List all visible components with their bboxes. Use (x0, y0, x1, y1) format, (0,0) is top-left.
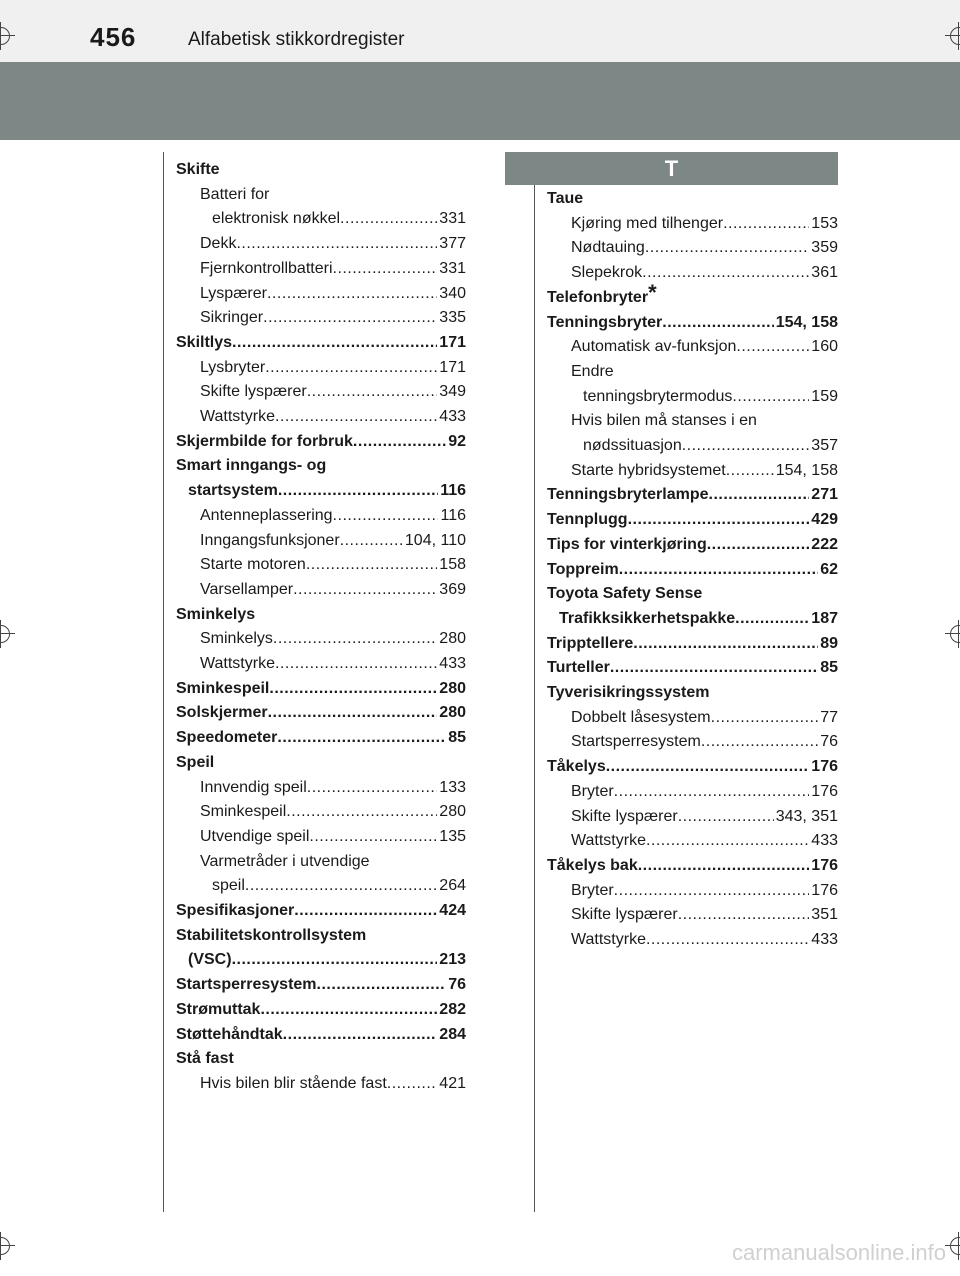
dot-leader (606, 755, 810, 779)
page-reference: 361 (811, 264, 838, 282)
entry-term: Speil (176, 753, 215, 771)
dot-leader (709, 483, 810, 507)
page-reference: 349 (439, 383, 466, 401)
page-reference: 433 (811, 832, 838, 850)
entry-term: Fjernkontrollbatteri (200, 259, 333, 277)
dot-leader (682, 434, 810, 458)
entry-term: Sminkespeil (200, 803, 287, 821)
index-entry (200, 800, 466, 824)
index-entry (547, 632, 838, 656)
entry-term: Utvendige speil (200, 827, 310, 845)
index-entry (200, 504, 466, 528)
entry-term: Varsellamper (200, 580, 294, 598)
entry-term: Tåkelys (547, 758, 606, 776)
page-reference: 133 (439, 778, 466, 796)
dot-leader (286, 800, 437, 824)
dot-leader (646, 928, 809, 952)
page-reference: 187 (811, 609, 838, 627)
index-entry (200, 529, 466, 553)
page-reference: 154, 158 (775, 313, 838, 331)
dot-leader (306, 553, 437, 577)
page-reference: 377 (439, 235, 466, 253)
page-reference: 154, 158 (775, 461, 838, 479)
dot-leader (269, 677, 437, 701)
index-entry (176, 331, 466, 355)
page-reference: 77 (820, 708, 838, 726)
page-reference: 153 (811, 214, 838, 232)
index-entry (176, 603, 466, 627)
dot-leader (645, 236, 809, 260)
entry-term: Dekk (200, 235, 237, 253)
page-reference: 282 (439, 1000, 466, 1018)
index-entry (571, 236, 838, 260)
index-entry (547, 533, 838, 557)
page-reference: 359 (811, 239, 838, 257)
entry-term: Endre (571, 362, 614, 380)
dot-leader (267, 282, 437, 306)
dot-leader (294, 899, 437, 923)
index-entry (176, 158, 466, 182)
dot-leader (628, 508, 810, 532)
index-entry (200, 850, 466, 874)
index-entry (200, 578, 466, 602)
page-reference: 176 (811, 881, 838, 899)
page-reference: 159 (811, 387, 838, 405)
entry-term: Sminkelys (176, 605, 256, 623)
page-title: Alfabetisk stikkordregister (188, 29, 405, 50)
entry-term: Tips for vinterkjøring (547, 535, 707, 553)
page-reference: 424 (439, 902, 466, 919)
index-entry (200, 183, 466, 207)
dot-leader (268, 701, 438, 725)
page-reference: 280 (439, 630, 466, 648)
entry-term: Dobbelt låsesystem (571, 708, 711, 726)
index-entry (176, 751, 466, 775)
dot-leader (614, 780, 810, 804)
page-reference: 280 (439, 679, 466, 697)
entry-term: Tåkelys bak (547, 856, 638, 874)
dot-leader (638, 854, 810, 878)
index-entry (176, 726, 466, 750)
page-reference: 331 (439, 210, 466, 228)
header-band (0, 62, 960, 140)
index-entry (200, 232, 466, 256)
section-letter-bar: T (505, 152, 838, 185)
entry-term: Tripptellere (547, 634, 634, 652)
page-reference: 116 (440, 506, 466, 524)
index-entry (176, 430, 466, 454)
index-entry (571, 409, 838, 433)
entry-term: Startsperresystem (176, 976, 317, 994)
entry-term: Taue (547, 190, 584, 207)
entry-term: Bryter (571, 881, 614, 899)
entry-term: Tenningsbryterlampe (547, 486, 709, 504)
entry-term: Batteri for (200, 185, 270, 203)
page-reference: 92 (448, 432, 466, 450)
entry-term: Strømuttak (176, 1000, 261, 1018)
dot-leader (265, 356, 437, 380)
dot-leader (283, 1023, 438, 1047)
page-reference: 284 (439, 1025, 466, 1043)
entry-term: Telefonbryter (547, 288, 649, 306)
index-entry (176, 973, 466, 997)
dot-leader (610, 656, 818, 680)
page-reference: 160 (811, 338, 838, 356)
index-entry (571, 903, 838, 927)
index-entry (547, 508, 838, 532)
entry-term: Tenningsbryter (547, 313, 663, 331)
dot-leader (307, 380, 438, 404)
index-entry (200, 553, 466, 577)
dot-leader (309, 825, 437, 849)
entry-term: Spesifikasjoner (176, 902, 295, 919)
dot-leader (633, 632, 818, 656)
entry-term: Tyverisikringssystem (547, 684, 710, 701)
dot-leader (340, 529, 403, 553)
dot-leader (263, 306, 437, 330)
footnote-star: * (648, 279, 657, 305)
entry-term: Wattstyrke (200, 655, 275, 672)
page-reference: 135 (439, 827, 466, 845)
entry-term: Starte hybridsystemet (571, 461, 726, 479)
entry-term: Skifte lyspærer (571, 807, 678, 825)
index-entry (200, 380, 466, 404)
entry-term: Hvis bilen må stanses i en (571, 412, 757, 430)
index-entry (212, 207, 466, 231)
entry-term: Tennplugg (547, 511, 628, 529)
entry-term: Toyota Safety Sense (547, 585, 703, 603)
index-entry (176, 899, 466, 923)
dot-leader (646, 829, 809, 853)
entry-term: Speedometer (176, 729, 278, 747)
left-margin-rule (163, 152, 164, 1212)
index-entry (571, 261, 838, 285)
index-entry (176, 924, 466, 948)
entry-term: Sminkespeil (176, 679, 270, 697)
entry-term: nødssituasjon (583, 437, 682, 454)
entry-term: Slepekrok (571, 264, 643, 282)
index-entry (176, 1023, 466, 1047)
column-divider (534, 185, 535, 1212)
dot-leader (707, 533, 810, 557)
index-entry (200, 627, 466, 651)
page-reference: 85 (448, 729, 466, 747)
index-entry (200, 825, 466, 849)
page-reference: 176 (811, 758, 838, 776)
page-reference: 429 (811, 511, 838, 529)
index-entry (200, 282, 466, 306)
page-reference: 222 (811, 535, 838, 553)
entry-term: Skifte lyspærer (571, 906, 678, 924)
page-reference: 433 (439, 408, 466, 425)
entry-term: startsystem (188, 482, 278, 500)
entry-term: Automatisk av-funksjon (571, 338, 737, 356)
page-reference: 433 (439, 655, 466, 672)
index-entry (547, 279, 838, 310)
index-entry (176, 998, 466, 1022)
entry-term: Stabilitetskontrollsystem (176, 926, 367, 944)
entry-term: Sminkelys (200, 630, 273, 648)
page-reference: 264 (439, 877, 466, 895)
entry-term: Smart inngangs- og (176, 457, 327, 475)
dot-leader (293, 578, 437, 602)
entry-term: Skjermbilde for forbruk (176, 432, 353, 450)
page-reference: 171 (439, 333, 466, 351)
dot-leader (678, 805, 774, 829)
index-entry (547, 854, 838, 878)
entry-term: elektronisk nøkkel (212, 210, 341, 228)
page-reference: 433 (811, 931, 838, 948)
index-entry (200, 405, 466, 429)
dot-leader (236, 232, 437, 256)
entry-term: Skifte (176, 161, 220, 178)
page-reference: 176 (811, 782, 838, 800)
header-bar (0, 0, 960, 62)
page-reference: 421 (439, 1074, 466, 1092)
index-entry (176, 677, 466, 701)
index-entry (176, 701, 466, 725)
index-entry (547, 582, 838, 606)
index-entry (200, 306, 466, 330)
entry-term: Trafikksikkerhetspakke (559, 609, 736, 627)
index-entry (176, 1047, 466, 1071)
entry-term: Nødtauing (571, 239, 645, 257)
entry-term: Starte motoren (200, 556, 306, 574)
index-entry (212, 874, 466, 898)
dot-leader (662, 311, 773, 335)
dot-leader (333, 504, 439, 528)
page-reference: 331 (439, 259, 466, 277)
index-entry (200, 652, 466, 676)
index-entry (200, 356, 466, 380)
entry-term: Solskjermer (176, 704, 268, 722)
dot-leader (723, 212, 809, 236)
page-reference: 62 (820, 560, 838, 578)
index-entry (571, 928, 838, 952)
page-reference: 85 (820, 659, 838, 677)
dot-leader (273, 627, 437, 651)
page-reference: 176 (811, 856, 838, 874)
dot-leader (275, 405, 437, 429)
page-reference: 335 (439, 309, 466, 327)
dot-leader (678, 903, 810, 927)
index-entry (583, 385, 838, 409)
dot-leader (726, 459, 774, 483)
entry-term: Bryter (571, 782, 614, 800)
entry-term: Varmetråder i utvendige (200, 852, 370, 870)
index-entry (571, 805, 838, 829)
entry-term: Kjøring med tilhenger (571, 214, 724, 232)
index-entry (200, 1072, 466, 1096)
dot-leader (278, 479, 438, 503)
dot-leader (307, 776, 438, 800)
entry-term: Stå fast (176, 1050, 234, 1068)
index-entry (547, 483, 838, 507)
dot-leader (260, 998, 437, 1022)
dot-leader (333, 257, 438, 281)
page-reference: 171 (439, 358, 466, 376)
index-entry (200, 776, 466, 800)
dot-leader (340, 207, 437, 231)
index-entry (571, 829, 838, 853)
entry-term: Lysbryter (200, 358, 266, 376)
dot-leader (317, 973, 447, 997)
dot-leader (711, 706, 819, 730)
entry-term: (VSC) (188, 951, 232, 969)
dot-leader (277, 726, 446, 750)
index-entry (547, 311, 838, 335)
index-entry (571, 212, 838, 236)
page-reference: 213 (439, 951, 466, 969)
page-reference: 158 (439, 556, 466, 574)
index-entry (547, 681, 838, 705)
entry-term: Hvis bilen blir stående fast (200, 1074, 387, 1092)
entry-term: tenningsbrytermodus (583, 387, 733, 405)
page-reference: 369 (439, 580, 466, 598)
index-entry (200, 257, 466, 281)
entry-term: Inngangsfunksjoner (200, 531, 340, 549)
entry-term: Antenneplassering (200, 506, 333, 524)
dot-leader (387, 1072, 438, 1096)
page-reference: 76 (820, 733, 838, 751)
entry-term: Skiltlys (176, 333, 233, 351)
page-reference: 116 (440, 482, 466, 500)
dot-leader (735, 607, 809, 631)
entry-term: Turteller (547, 659, 610, 677)
dot-leader (701, 730, 818, 754)
dot-leader (245, 874, 437, 898)
index-entry (571, 780, 838, 804)
page-reference: 280 (439, 704, 466, 722)
dot-leader (619, 558, 819, 582)
dot-leader (275, 652, 437, 676)
index-entry (571, 879, 838, 903)
index-entry (583, 434, 838, 458)
page-reference: 104, 110 (404, 531, 466, 549)
index-entry (547, 187, 838, 211)
index-entry (188, 948, 466, 972)
page-reference: 89 (820, 634, 838, 652)
page-reference: 340 (439, 284, 466, 302)
entry-term: speil (212, 877, 245, 895)
page-number: 456 (90, 22, 137, 52)
dot-leader (353, 430, 446, 454)
index-entry (571, 730, 838, 754)
index-entry (571, 459, 838, 483)
entry-term: Startsperresystem (571, 733, 701, 751)
entry-term: Toppreim (547, 560, 619, 578)
index-entry (188, 479, 466, 503)
index-entry (559, 607, 838, 631)
entry-term: Wattstyrke (200, 408, 275, 425)
index-entry (176, 454, 466, 478)
page-reference: 357 (811, 437, 838, 454)
dot-leader (736, 335, 809, 359)
dot-leader (232, 331, 437, 355)
index-entry (547, 755, 838, 779)
dot-leader (232, 948, 438, 972)
index-entry (571, 335, 838, 359)
dot-leader (614, 879, 810, 903)
entry-term: Støttehåndtak (176, 1025, 283, 1043)
page-reference: 343, 351 (775, 807, 838, 825)
entry-term: Lyspærer (200, 284, 267, 302)
entry-term: Wattstyrke (571, 832, 646, 850)
page-reference: 271 (811, 486, 838, 504)
page-reference: 280 (439, 803, 466, 821)
entry-term: Sikringer (200, 309, 264, 327)
index-entry (547, 656, 838, 680)
dot-leader (642, 261, 809, 285)
page-reference: 351 (811, 906, 838, 924)
index-entry (547, 558, 838, 582)
index-entry (571, 360, 838, 384)
dot-leader (732, 385, 809, 409)
entry-term: Wattstyrke (571, 931, 646, 948)
entry-term: Innvendig speil (200, 778, 307, 796)
page-reference: 76 (448, 976, 466, 994)
index-entry (571, 706, 838, 730)
watermark: carmanualsonline.info (731, 1240, 946, 1265)
entry-term: Skifte lyspærer (200, 383, 307, 401)
